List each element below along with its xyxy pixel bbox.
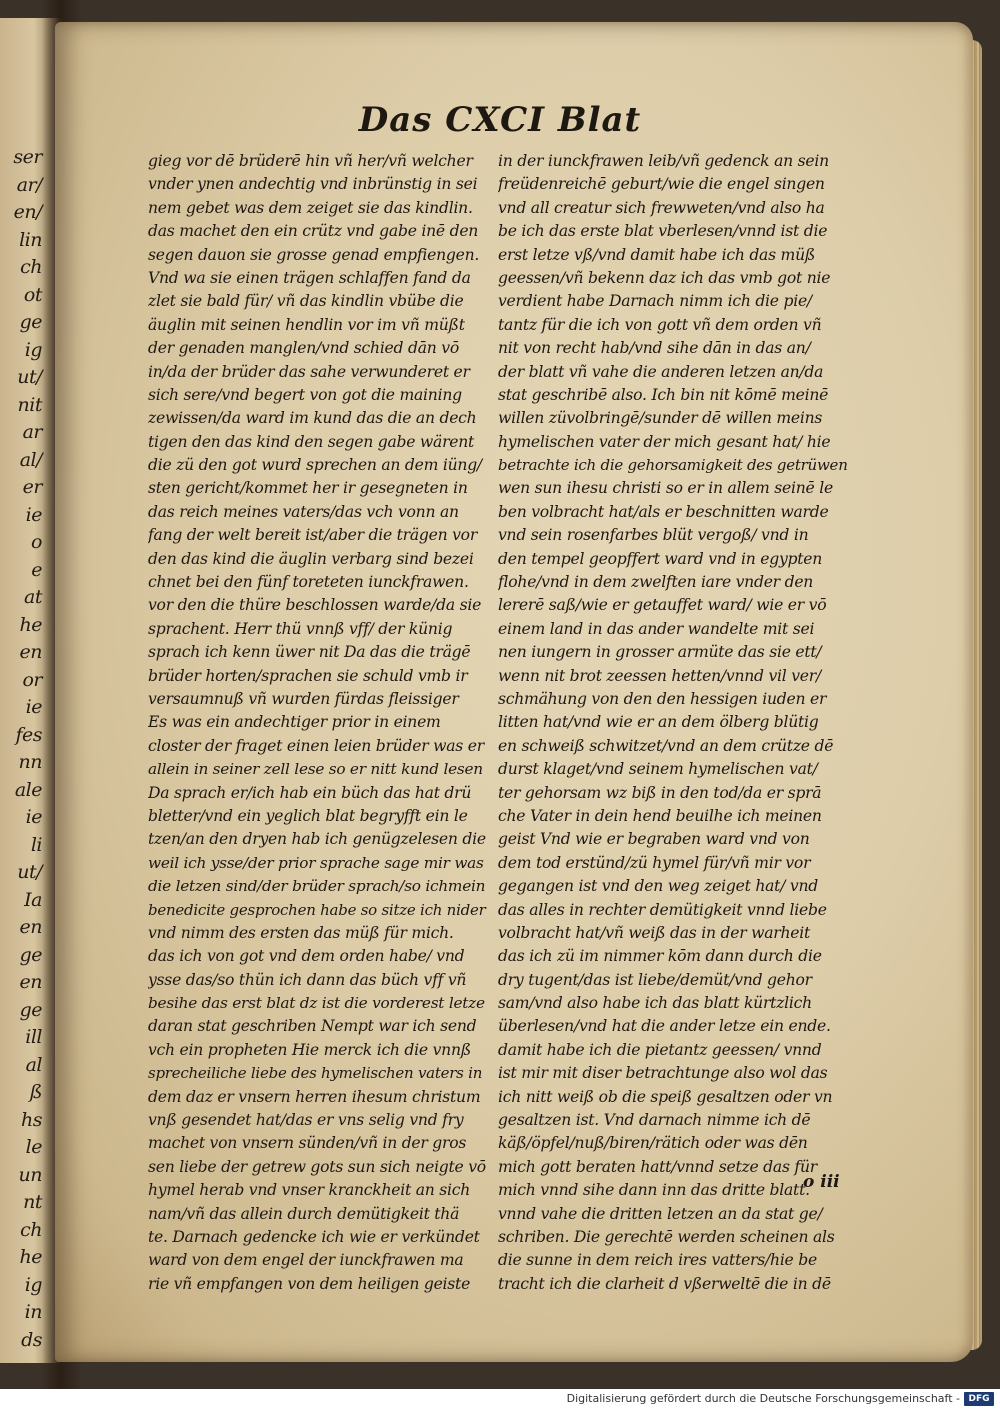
previous-page-text-fragment: lin — [19, 228, 42, 251]
text-line: der blatt vñ vahe die anderen letzen an/da — [498, 362, 824, 381]
text-line: vnd nimm des ersten das müß für mich. — [148, 923, 454, 942]
text-column-right — [498, 150, 848, 1296]
text-line: dry tugent/das ist liebe/demüt/vnd gehor — [498, 970, 812, 989]
previous-page-text-fragment: en — [19, 971, 42, 993]
text-line: sprecheiliche liebe des hymelischen vaters in — [148, 1064, 483, 1083]
previous-page-text-fragment: ar/ — [16, 173, 42, 196]
text-line: ich nitt weiß ob die speiß gesaltzen oder vn — [498, 1087, 833, 1106]
text-line: geist Vnd wie er begraben ward vnd von — [498, 830, 810, 849]
text-line: in der iunckfrawen leib/vñ gedenck an sein — [498, 152, 829, 170]
text-line: Es was ein andechtiger prior in einem — [148, 713, 441, 732]
previous-page-text-fragment: ie — [25, 806, 42, 828]
text-line: das ich zü im nimmer kōm dann durch die — [498, 947, 822, 966]
previous-page-text-fragment: al — [25, 1053, 42, 1076]
text-line: dem daz er vnsern herren ihesum christum — [148, 1087, 481, 1106]
text-line: erst letze vß/vnd damit habe ich das müß — [498, 245, 816, 264]
text-line: ward von dem engel der iunckfrawen ma — [148, 1251, 464, 1270]
text-line: closter der fraget einen leien brüder was er — [148, 736, 484, 755]
text-line: vnd all creatur sich frewweten/vnd also ha — [498, 198, 825, 217]
text-line: weil ich ysse/der prior sprache sage mir was — [148, 853, 484, 872]
previous-page-text-fragment: en — [19, 916, 42, 938]
text-line: nem gebet was dem zeiget sie das kindlin. — [148, 198, 473, 217]
previous-page-text-fragment: ar — [22, 421, 42, 443]
text-line: nam/vñ das allein durch demütigkeit thä — [148, 1204, 460, 1223]
previous-page-text-fragment: nit — [17, 393, 42, 416]
text-line: das alles in rechter demütigkeit vnnd liebe — [498, 900, 827, 919]
text-line: rie vñ empfangen von dem heiligen geiste — [148, 1274, 471, 1293]
previous-page-text-fragment: o — [31, 531, 42, 553]
text-line: Vnd wa sie einen trägen schlaffen fand da — [148, 268, 471, 287]
text-line: die sunne in dem reich ires vatters/hie be — [498, 1251, 817, 1270]
text-line: willen züvolbringē/sunder dē willen meins — [498, 409, 823, 428]
text-line: verdient habe Darnach nimm ich die pie/ — [498, 292, 812, 311]
text-line: chnet bei den fünf toreteten iunckfrawen. — [148, 573, 469, 592]
previous-page-text-fragment: li — [30, 833, 42, 856]
text-line: schmähung von den den hessigen iuden er — [498, 689, 827, 708]
text-line: che Vater in dein hend beuilhe ich meinen — [498, 806, 822, 825]
previous-page-text-fragment: ß — [29, 1081, 42, 1103]
text-line: sprachent. Herr thü vnnß vff/ der künig — [148, 619, 453, 638]
text-line: das reich meines vaters/das vch vonn an — [148, 502, 459, 521]
previous-page-text-fragment: ie — [25, 503, 42, 526]
previous-page-text-fragment: ale — [14, 778, 42, 801]
previous-page-text-fragment: at — [24, 586, 42, 608]
text-line: das machet den ein crütz vnd gabe inē den — [148, 222, 479, 241]
text-line: geessen/vñ bekenn daz ich das vmb got nie — [498, 268, 831, 287]
previous-page-text-fragment: ge — [19, 943, 42, 966]
text-line: tracht ich die clarheit d vßerweltē die in dē — [498, 1274, 831, 1293]
previous-page-text-fragment: ot — [23, 283, 42, 306]
text-line: wenn nit brot zeessen hetten/vnnd vil ver/ — [498, 666, 821, 685]
previous-page-text-fragment: Ia — [24, 888, 42, 911]
text-line: ist mir mit diser betrachtunge also wol das — [498, 1064, 828, 1083]
previous-page-text-fragment: ig — [24, 1273, 42, 1296]
text-line: gesaltzen ist. Vnd darnach nimme ich dē — [498, 1111, 811, 1130]
text-column-left — [148, 150, 488, 1296]
text-line: gegangen ist vnd den weg zeiget hat/ vnd — [498, 877, 818, 896]
text-line: vnnd vahe die dritten letzen an da stat ge/ — [498, 1204, 823, 1223]
footer-bar — [0, 1389, 1000, 1409]
text-line: die letzen sind/der brüder sprach/so ichmein — [148, 877, 486, 896]
previous-page-text-fragment: ie — [25, 696, 42, 718]
text-line: den tempel geopffert ward vnd in egypten — [498, 549, 823, 568]
previous-page-text-fragment: le — [25, 1136, 42, 1158]
previous-page-text-fragment: en — [19, 641, 42, 663]
previous-page-text-fragment: ch — [20, 256, 42, 278]
previous-page-text-fragment: or — [22, 668, 42, 691]
funding-notice: Digitalisierung gefördert durch die Deutsche Forschungsgemeinschaft - — [566, 1392, 960, 1405]
text-line: vnß gesendet hat/das er vns selig vnd fry — [148, 1111, 464, 1130]
previous-page-text-fragment: er — [22, 476, 42, 498]
page-header — [355, 100, 645, 148]
text-line: mich gott beraten hatt/vnnd setze das für — [498, 1157, 817, 1176]
text-line: hymel herab vnd vnser kranckheit an sich — [148, 1181, 471, 1200]
text-line: flohe/vnd in dem zwelften iare vnder den — [498, 573, 814, 592]
text-line: machet von vnsern sünden/vñ in der gros — [148, 1134, 467, 1153]
text-line: en schweiß schwitzet/vnd an dem crütze dē — [498, 736, 834, 755]
text-line: daran stat geschriben Nempt war ich send — [148, 1017, 477, 1036]
text-line: te. Darnach gedencke ich wie er verkündet — [148, 1227, 480, 1246]
text-line: durst klaget/vnd seinem hymelischen vat/ — [498, 760, 818, 779]
signature-mark: o iii — [803, 1172, 840, 1192]
previous-page-text-fragment: ch — [20, 1218, 42, 1241]
text-line: überlesen/vnd hat die ander letze ein ende. — [498, 1017, 831, 1036]
text-line: segen dauon sie grosse genad empfiengen. — [148, 245, 480, 264]
text-line: besihe das erst blat dz ist die vorderest letze — [148, 994, 485, 1013]
text-line: ben volbracht hat/als er beschnitten warde — [498, 502, 829, 521]
text-line: das ich von got vnd dem orden habe/ vnd — [148, 947, 465, 966]
text-line: vch ein propheten Hie merck ich die vnnß — [148, 1040, 471, 1059]
text-line: ter gehorsam wz biß in den tod/da er sprā — [498, 783, 822, 802]
text-line: nit von recht hab/vnd sihe dān in das an/ — [498, 339, 811, 358]
page-title: Das CXCI Blat — [358, 100, 642, 140]
text-line: tzen/an den dryen hab ich genügzelesen die — [148, 830, 486, 849]
text-line: den das kind die äuglin verbarg sind bezei — [148, 549, 474, 568]
text-line: mich vnnd sihe dann inn das dritte blatt. — [498, 1181, 810, 1200]
text-line: tantz für die ich von gott vñ dem orden vñ — [498, 315, 822, 334]
text-line: vnd sein rosenfarbes blüt vergoß/ vnd in — [498, 526, 809, 545]
text-line: Da sprach er/ich hab ein büch das hat drü — [148, 783, 472, 802]
dfg-logo: DFG — [964, 1392, 994, 1406]
previous-page-text-fragment: ill — [25, 1026, 42, 1048]
previous-page-text-fragment: nt — [23, 1191, 42, 1213]
text-line: benedicite gesprochen habe so sitze ich nider — [148, 900, 486, 919]
text-line: fang der welt bereit ist/aber die trägen vor — [148, 526, 478, 545]
text-line: allein in seiner zell lese so er nitt kund lesen — [148, 760, 483, 779]
previous-page-text-fragment: ut/ — [17, 366, 42, 388]
previous-page-text-fragment: un — [18, 1163, 42, 1186]
previous-page-text-fragment: e — [31, 558, 42, 581]
text-line: bletter/vnd ein yeglich blat begryfft ein le — [148, 806, 468, 825]
text-line: dem tod erstünd/zü hymel für/vñ mir vor — [498, 853, 811, 872]
text-line: vor den die thüre beschlossen warde/da sie — [148, 596, 482, 615]
text-line: nen iungern in grosser armüte das sie ett/ — [498, 643, 822, 662]
text-line: brüder horten/sprachen sie schuld vmb ir — [148, 666, 468, 685]
text-line: käß/öpfel/nuß/biren/rätich oder was dēn — [498, 1134, 808, 1153]
text-line: in/da der brüder das sahe verwunderet er — [148, 362, 470, 381]
previous-page-text-fragment: en/ — [13, 201, 42, 223]
text-line: ysse das/so thün ich dann das büch vff vñ — [148, 970, 467, 989]
text-line: tigen den das kind den segen gabe wärent — [148, 432, 475, 451]
text-line: versaumnuß vñ wurden fürdas fleissiger — [148, 689, 459, 708]
text-line: volbracht hat/vñ weiß das in der warheit — [498, 923, 810, 942]
text-line: litten hat/vnd wie er an dem ölberg blütig — [498, 713, 819, 732]
previous-page-text-fragment: nn — [18, 751, 42, 773]
text-line: die zü den got wurd sprechen an dem iüng/ — [148, 456, 482, 475]
previous-page-text-fragment: ser — [13, 146, 42, 168]
previous-page-text-fragment: ds — [21, 1328, 42, 1351]
previous-page-text-fragment: ut/ — [17, 861, 42, 883]
previous-page-text-fragment: hs — [21, 1108, 42, 1131]
text-line: freüdenreichē geburt/wie die engel singen — [498, 175, 825, 194]
text-line: sam/vnd also habe ich das blatt kürtzlich — [498, 994, 812, 1013]
previous-page-text-fragment: fes — [15, 723, 42, 746]
text-line: damit habe ich die pietantz geessen/ vnnd — [498, 1040, 822, 1059]
text-line: äuglin mit seinen hendlin vor im vñ müßt — [148, 315, 465, 334]
text-line: sen liebe der getrew gots sun sich neigte vō — [148, 1157, 486, 1176]
text-line: der genaden manglen/vnd schied dān vō — [148, 339, 459, 358]
previous-page-text-fragment: he — [19, 1246, 42, 1268]
text-line: wen sun ihesu christi so er in allem seinē le — [498, 479, 833, 498]
text-line: vnder ynen andechtig vnd inbrünstig in sei — [148, 175, 478, 194]
previous-page-text-fragment: he — [19, 613, 42, 636]
previous-page-text-fragment: ge — [19, 311, 42, 333]
text-line: gieg vor dē brüderē hin vñ her/vñ welcher — [148, 152, 473, 170]
text-line: be ich das erste blat vberlesen/vnnd ist die — [498, 222, 828, 241]
text-line: einem land in das ander wandelte mit sei — [498, 619, 815, 638]
text-line: sprach ich kenn üwer nit Da das die trägē — [148, 643, 471, 662]
text-line: zewissen/da ward im kund das die an dech — [148, 409, 477, 428]
previous-page-text-fragment: in — [24, 1301, 42, 1323]
text-line: betrachte ich die gehorsamigkeit des getrüwen — [498, 456, 848, 475]
text-line: zlet sie bald für/ vñ das kindlin vbübe die — [148, 292, 464, 311]
text-line: lererē saß/wie er getauffet ward/ wie er vō — [498, 596, 827, 615]
text-line: sich sere/vnd begert von got die maining — [148, 385, 462, 404]
text-line: schriben. Die gerechtē werden scheinen als — [498, 1227, 835, 1246]
previous-page-text-fragment: al/ — [19, 448, 42, 471]
text-line: stat geschribē also. Ich bin nit kōmē meinē — [498, 385, 829, 404]
previous-page-text-fragment: ig — [24, 338, 42, 361]
text-line: sten gericht/kommet her ir gesegneten in — [148, 479, 468, 498]
previous-page-text-fragment: ge — [19, 998, 42, 1021]
text-line: hymelischen vater der mich gesant hat/ hie — [498, 432, 831, 451]
